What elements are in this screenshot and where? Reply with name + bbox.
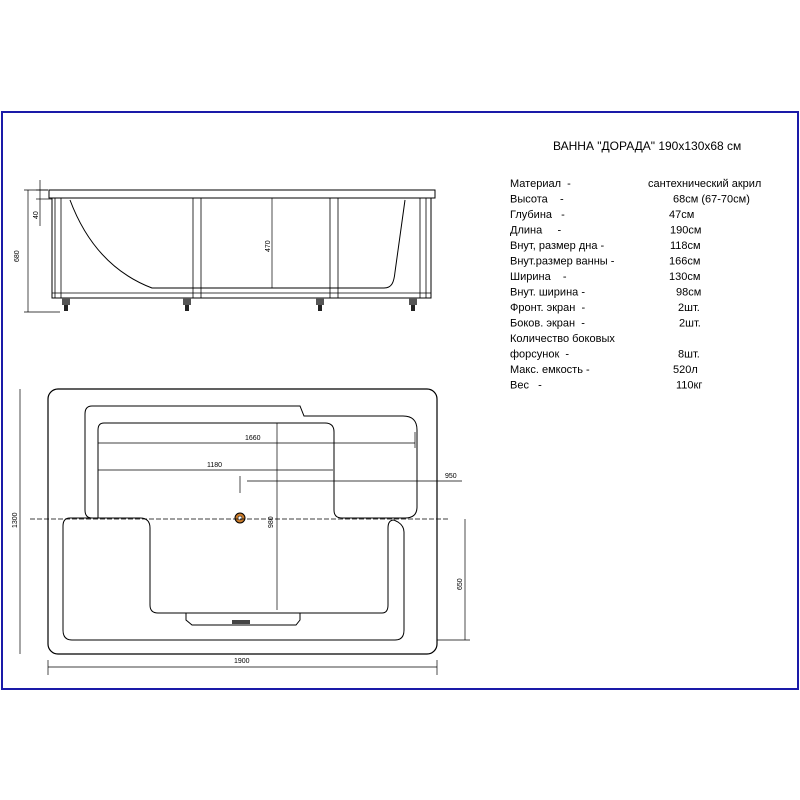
top-inner-basin xyxy=(85,406,417,518)
spec-value: 520л xyxy=(673,364,698,376)
side-post-mid2 xyxy=(330,198,338,298)
side-frame xyxy=(52,198,431,298)
dim-rim: 40 xyxy=(33,211,40,219)
spec-label: Внут.размер ванны - xyxy=(510,255,615,268)
spec-label: Вес - xyxy=(510,379,542,392)
spec-value: 2шт. xyxy=(678,302,700,314)
dim-950: 950 xyxy=(445,473,457,480)
top-view xyxy=(12,389,470,675)
spec-table xyxy=(510,178,761,392)
dim-width: 1300 xyxy=(12,512,19,528)
spec-label: Длина - xyxy=(510,224,562,237)
dim-depth: 470 xyxy=(265,240,272,252)
side-post-left xyxy=(55,198,61,298)
spec-label: Глубина - xyxy=(510,209,565,221)
dim-length: 1900 xyxy=(234,658,250,665)
spec-label: Макс. емкость - xyxy=(510,364,590,376)
spec-label: форсунок - xyxy=(510,348,570,361)
spec-value: 98см xyxy=(676,286,702,299)
side-tub-profile xyxy=(70,200,405,288)
dim-650: 650 xyxy=(457,578,464,590)
spec-value: 130см xyxy=(669,271,701,283)
dim-inner-length: 1660 xyxy=(245,435,261,442)
spec-label: Материал - xyxy=(510,178,571,190)
side-view xyxy=(14,180,435,312)
spec-value: 166см xyxy=(669,255,701,268)
spec-label: Внут. ширина - xyxy=(510,286,585,299)
spec-value: 190см xyxy=(670,224,702,237)
side-feet xyxy=(62,298,417,311)
spec-value: 68см (67-70см) xyxy=(673,193,750,206)
side-post-mid1 xyxy=(193,198,201,298)
spec-value: 47см xyxy=(669,209,695,221)
spec-value: 118см xyxy=(670,240,701,252)
dim-inner-width: 980 xyxy=(268,516,275,528)
spec-value: 110кг xyxy=(676,379,703,392)
dim-total-height: 680 xyxy=(14,250,21,262)
dim-bottom-length: 1180 xyxy=(207,462,223,469)
spec-value: сантехнический акрил xyxy=(648,178,762,190)
product-title: ВАННА "ДОРАДА" 190x130x68 см xyxy=(553,139,742,153)
spec-label: Внут, размер дна - xyxy=(510,240,605,252)
spec-value: 8шт. xyxy=(678,348,700,361)
spec-label: Высота - xyxy=(510,193,564,206)
spec-label: Количество боковых xyxy=(510,333,615,345)
spec-label: Фронт. экран - xyxy=(510,302,586,314)
spec-label: Боков. экран - xyxy=(510,317,585,330)
side-rim xyxy=(49,190,435,198)
spec-value: 2шт. xyxy=(679,317,701,330)
side-post-right xyxy=(420,198,426,298)
spec-label: Ширина - xyxy=(510,271,567,283)
